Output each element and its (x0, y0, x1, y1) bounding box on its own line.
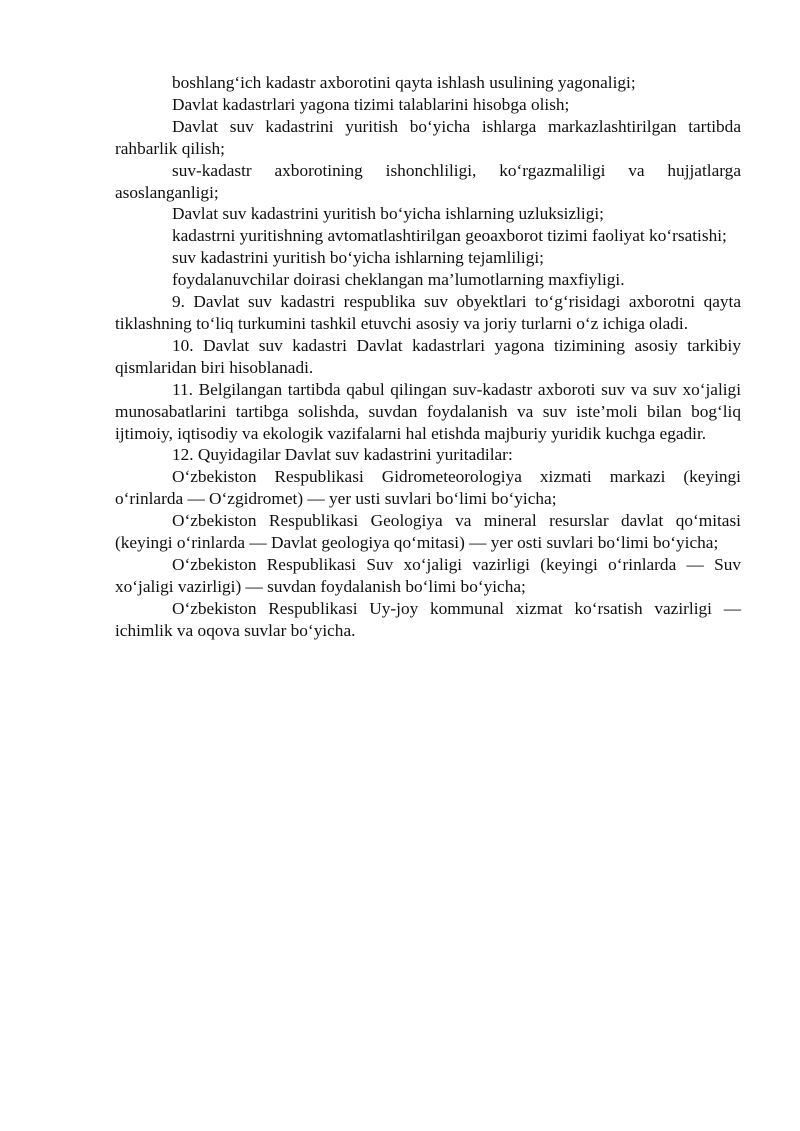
paragraph: foydalanuvchilar doirasi cheklangan ma’lumotlarning maxfiyligi. (172, 270, 625, 290)
paragraph: O‘zbekiston Respublikasi Suv xo‘jaligi vazirligi (keyingi o‘rinlarda — Suv xo‘jaligi vazirligi) — suvdan foydalanish bo‘limi bo‘yicha; (115, 554, 741, 596)
document-page (115, 72, 741, 642)
paragraph: suv-kadastr axborotining ishonchliligi, ko‘rgazmaliligi va hujjatlarga asoslanganligi; (115, 160, 741, 202)
paragraph: Davlat suv kadastrini yuritish bo‘yicha ishlarga markazlashtirilgan tartibda rahbarlik qilish; (115, 116, 741, 158)
paragraph: O‘zbekiston Respublikasi Geologiya va mineral resurslar davlat qo‘mitasi (keyingi o‘rinlarda — Davlat geologiya qo‘mitasi) — yer osti suvlari bo‘limi bo‘yicha; (115, 511, 741, 553)
paragraph: Davlat kadastrlari yagona tizimi talablarini hisobga olish; (172, 94, 570, 114)
paragraph: kadastrni yuritishning avtomatlashtirilgan geoaxborot tizimi faoliyat ko‘rsatishi; (172, 226, 727, 246)
paragraph: Davlat suv kadastrini yuritish bo‘yicha ishlarning uzluksizligi; (172, 204, 604, 224)
paragraph: O‘zbekiston Respublikasi Uy-joy kommunal xizmat ko‘rsatish vazirligi — ichimlik va oqova suvlar bo‘yicha. (115, 598, 741, 640)
paragraph-item-11: 11. Belgilangan tartibda qabul qilingan suv-kadastr axboroti suv va suv xo‘jaligi munosabatlarini tartibga solishda, suvdan foydalanish va suv iste’moli bilan bog‘liq ijtimoiy, iqtisodiy va ekologik vazifalarni hal etishda majburiy yuridik kuchga egadir. (115, 379, 741, 443)
paragraph: boshlang‘ich kadastr axborotini qayta ishlash usulining yagonaligi; (172, 73, 636, 92)
paragraph-item-10: 10. Davlat suv kadastri Davlat kadastrlari yagona tizimining asosiy tarkibiy qismlaridan biri hisoblanadi. (115, 335, 741, 377)
paragraph: O‘zbekiston Respublikasi Gidrometeorologiya xizmati markazi (keyingi o‘rinlarda — O‘zgidromet) — yer usti suvlari bo‘limi bo‘yicha; (115, 467, 741, 509)
paragraph: suv kadastrini yuritish bo‘yicha ishlarning tejamliligi; (172, 248, 544, 268)
paragraph-item-9: 9. Davlat suv kadastri respublika suv obyektlari to‘g‘risidagi axborotni qayta tiklashning to‘liq turkumini tashkil etuvchi asosiy va joriy turlarni o‘z ichiga oladi. (115, 292, 741, 333)
paragraph-item-12: 12. Quyidagilar Davlat suv kadastrini yuritadilar: (172, 445, 513, 465)
